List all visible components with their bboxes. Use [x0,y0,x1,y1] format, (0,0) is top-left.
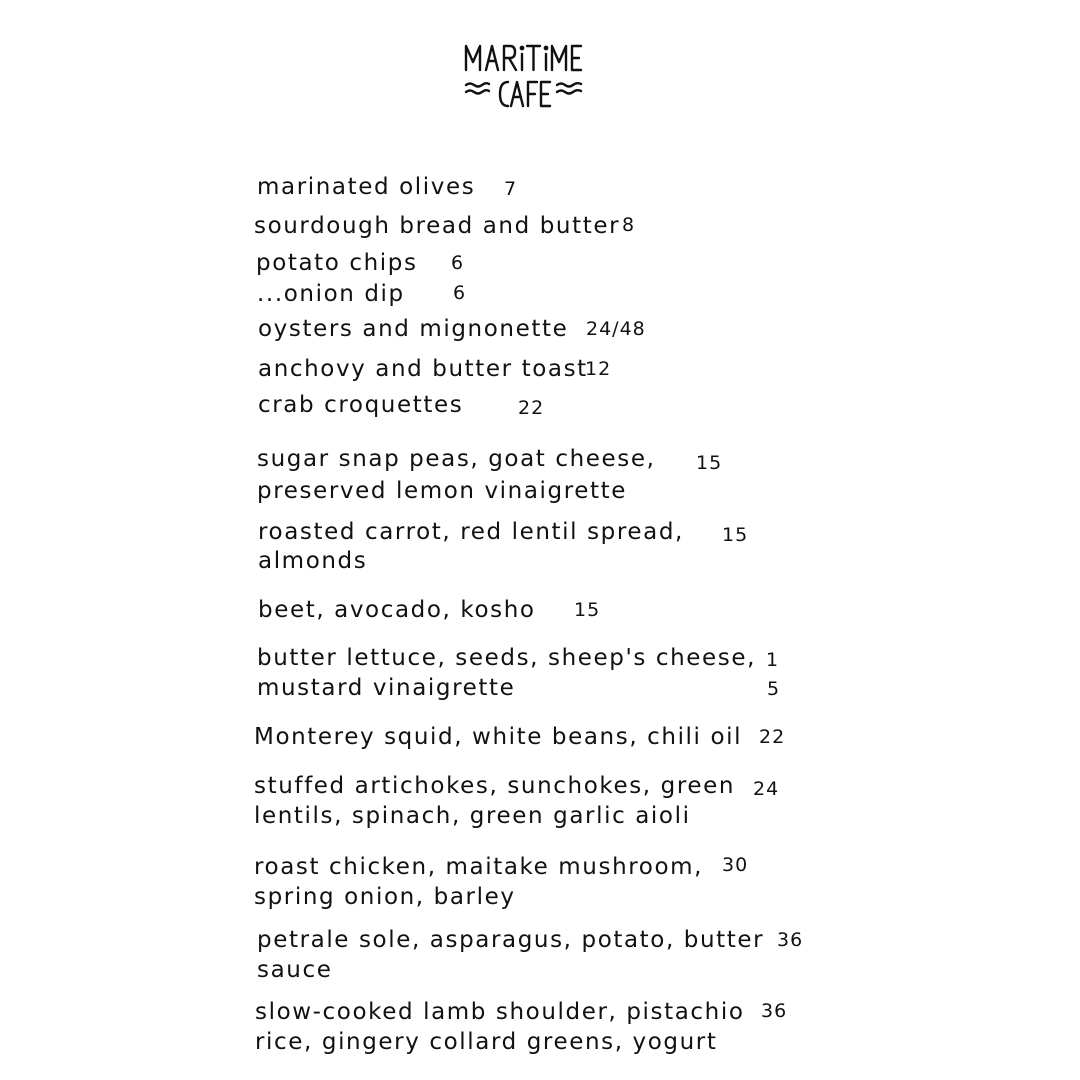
menu-item-price: 22 [518,397,545,419]
menu-item-name: marinated olives [257,174,476,200]
menu-item-price: 8 [622,214,636,236]
menu-item-name-line2: lentils, spinach, green garlic aioli [254,803,691,829]
menu-item-name-line2: mustard vinaigrette [257,675,516,701]
menu-item-name: beet, avocado, kosho [258,597,536,623]
menu-item-name-line2: almonds [258,548,368,574]
menu-item-name-line1: sugar snap peas, goat cheese, [257,446,656,472]
menu-item-price: 22 [759,726,786,748]
menu-item-name-line1: stuffed artichokes, sunchokes, green [254,773,736,799]
menu-item-name: potato chips [256,250,418,276]
menu-item-name: ...onion dip [257,281,405,307]
menu-item-price: 24/48 [586,318,646,340]
menu-item-name: Monterey squid, white beans, chili oil [254,724,743,750]
menu-item-price: 7 [504,178,518,200]
menu-item-name-line2: preserved lemon vinaigrette [257,478,628,504]
menu-item-price: 12 [585,358,612,380]
menu-item-name: crab croquettes [258,392,464,418]
menu-item-name [254,772,735,831]
menu-item-price: 6 [453,282,467,304]
menu-item-name-line1: roasted carrot, red lentil spread, [258,519,684,545]
menu-item-name: sourdough bread and butter [254,213,621,239]
menu-item-price-line1: 1 [766,649,780,671]
menu-item-price: 15 [722,524,749,546]
menu-item-name-line1: roast chicken, maitake mushroom, [254,854,704,880]
menu-item-name-line1: slow-cooked lamb shoulder, pistachio [255,999,745,1025]
maritime-cafe-logo [462,38,586,112]
menu-item-name: oysters and mignonette [258,316,569,342]
menu-item-name [257,926,764,985]
menu-item-price: 6 [451,252,465,274]
menu-item-price: 24 [753,778,780,800]
menu-item-name-line2: sauce [257,957,333,983]
menu-item-price-line2: 5 [767,678,781,700]
menu-item-price: 36 [761,1000,788,1022]
menu-item-name-line2: rice, gingery collard greens, yogurt [255,1029,718,1055]
menu-item-name-line1: butter lettuce, seeds, sheep's cheese, [257,645,757,671]
menu-item-name [257,644,756,703]
menu-item-name-line1: petrale sole, asparagus, potato, butter [257,927,765,953]
menu-item-name [255,998,745,1057]
menu-item-price: 36 [777,929,804,951]
menu-item-price: 15 [696,452,723,474]
menu-item-name [254,853,703,912]
menu-item-name-line2: spring onion, barley [254,884,516,910]
menu-item-name [257,445,656,506]
menu-item-name: anchovy and butter toast [258,356,588,382]
menu-item-price: 30 [722,854,749,876]
menu-item-name [258,518,684,576]
menu-item-price: 15 [574,599,601,621]
